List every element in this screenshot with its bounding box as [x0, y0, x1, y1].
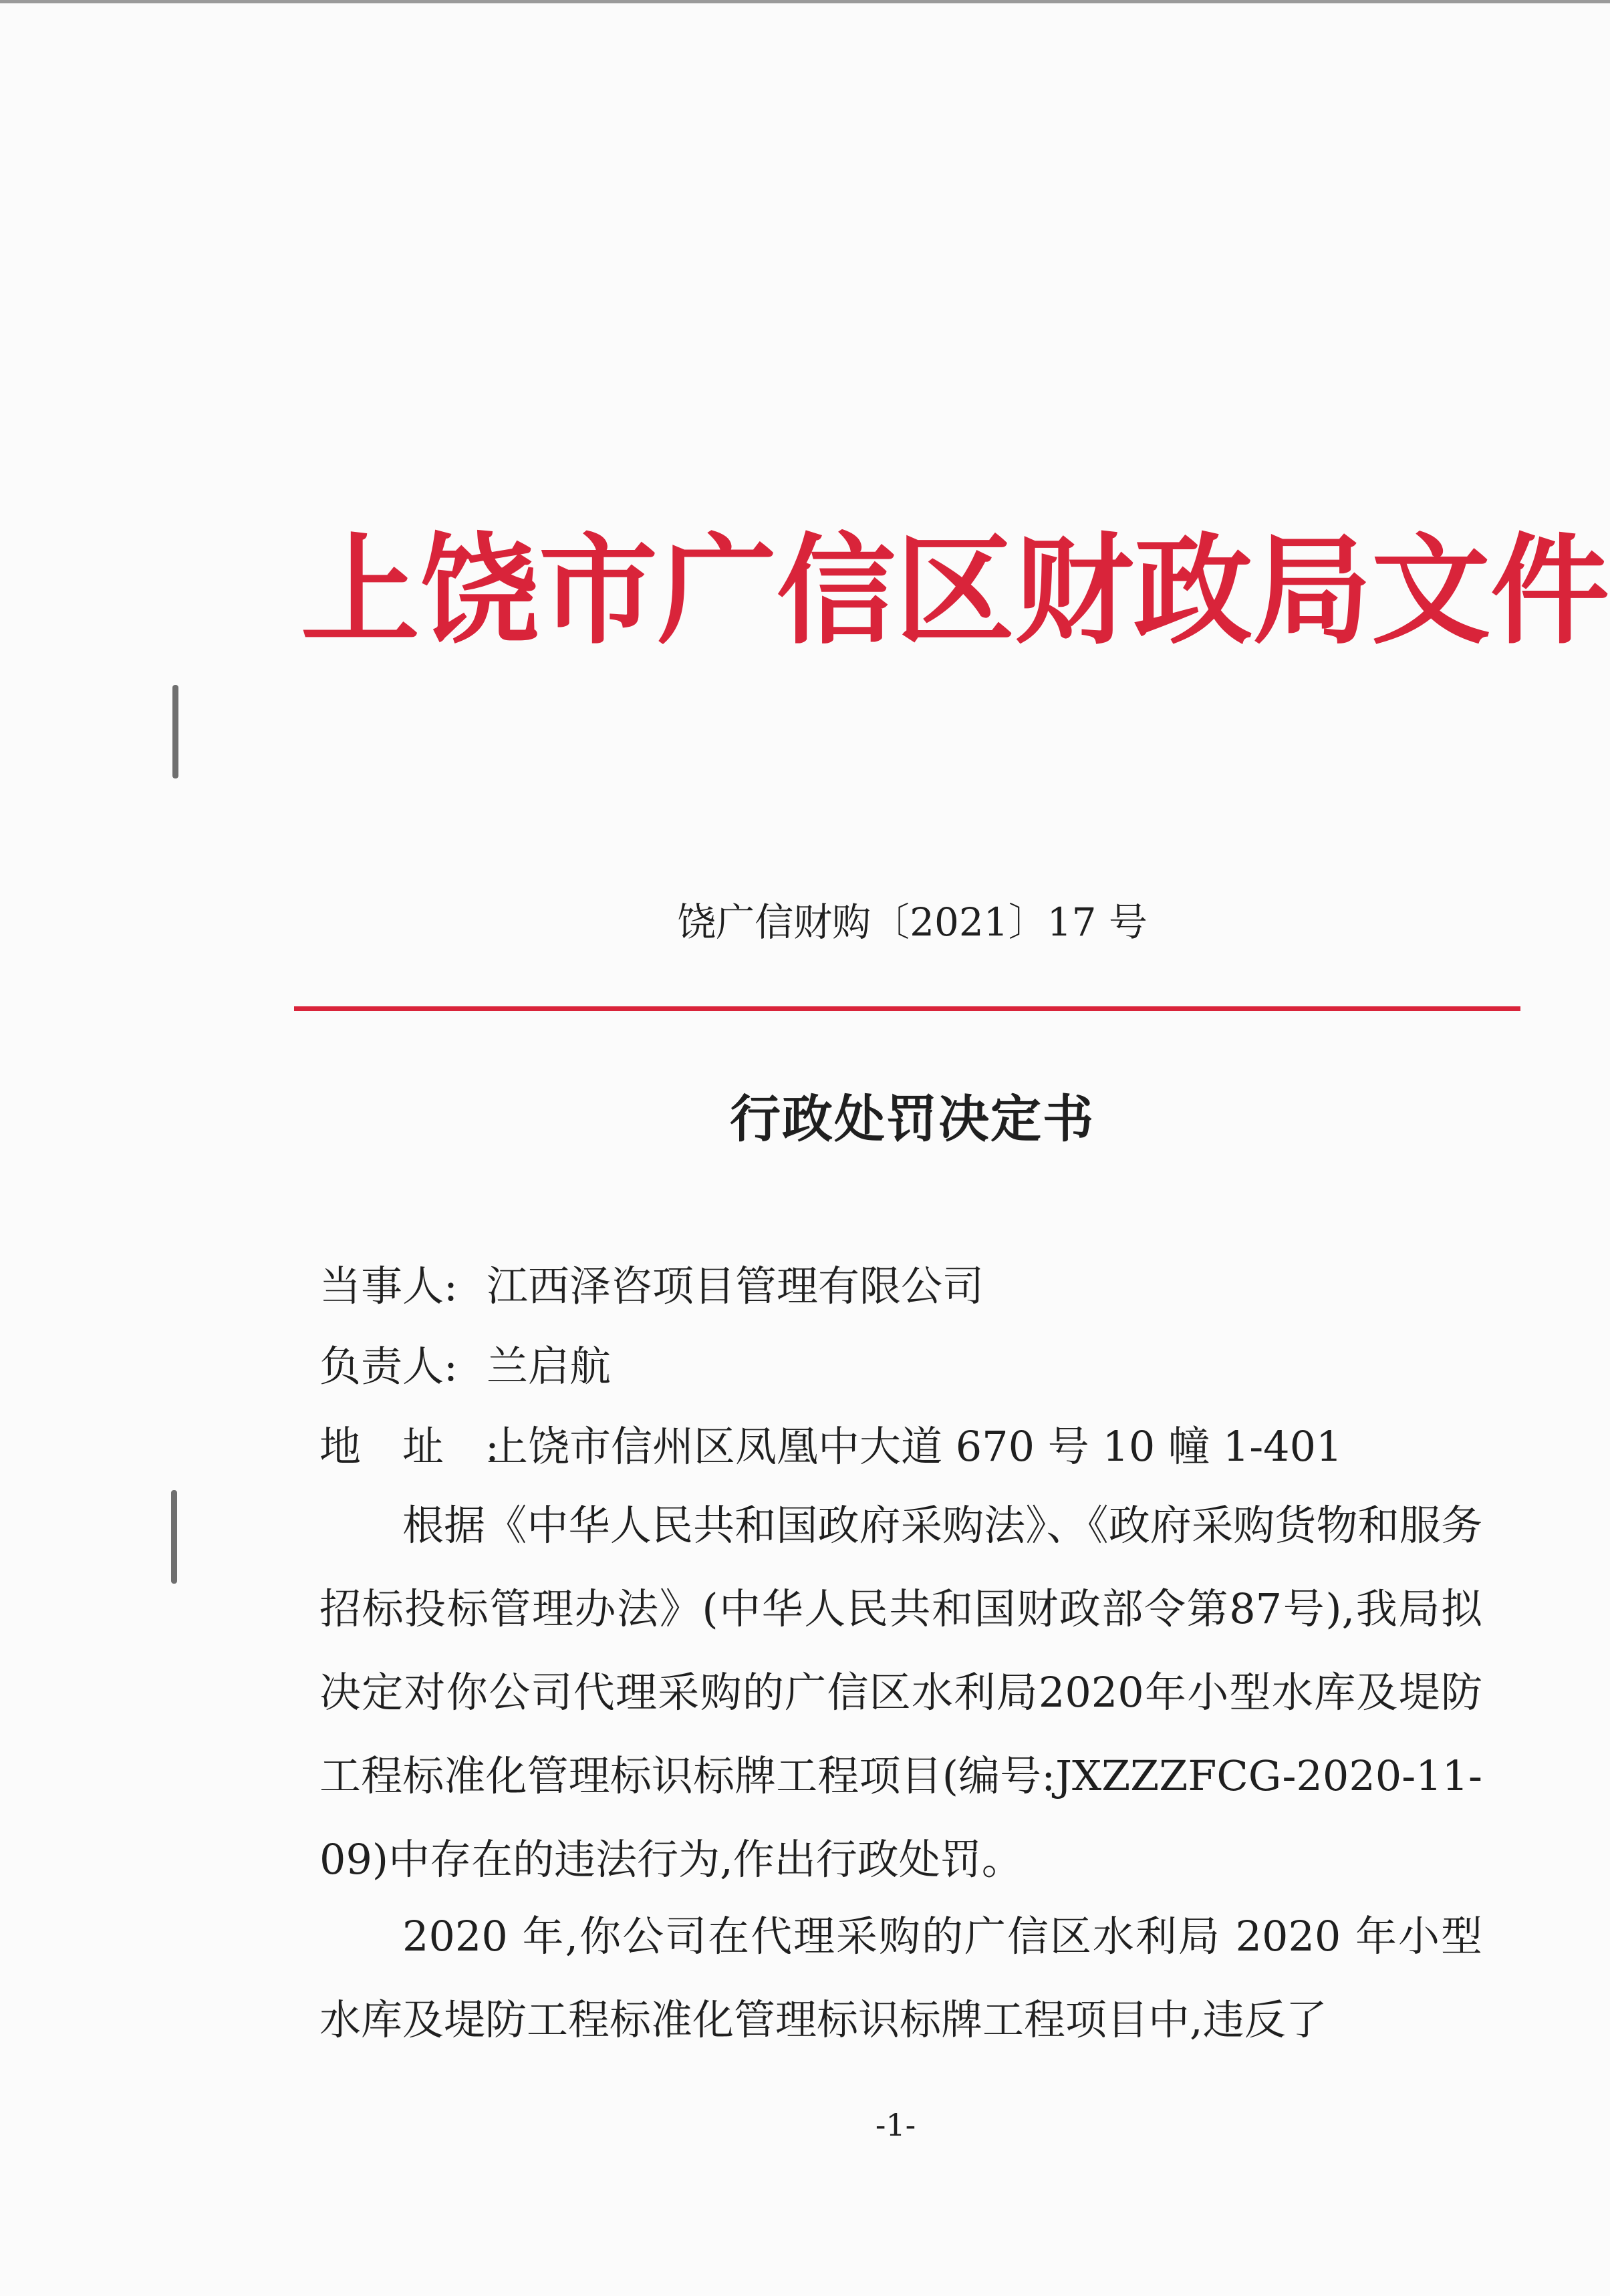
staple-mark-top	[172, 685, 178, 778]
responsible-person-value: 兰启航	[487, 1342, 612, 1391]
page-top-edge	[0, 0, 1610, 3]
document-number: 饶广信财购〔2021〕17 号	[677, 899, 1148, 945]
address-line	[319, 1420, 1343, 1473]
address-value: 上饶市信州区凤凰中大道 670 号 10 幢 1-401	[487, 1422, 1343, 1471]
party-line	[319, 1260, 984, 1313]
page-number: -1-	[875, 2107, 916, 2143]
responsible-person-label: 负责人:	[319, 1342, 458, 1391]
header-divider-line	[294, 1006, 1520, 1011]
body-paragraph-1: 根据《中华人民共和国政府采购法》、《政府采购货物和服务招标投标管理办法》(中华人民共和国财政部令第87号),我局拟决定对你公司代理采购的广信区水利局2020年小型水库及堤防工程标准化管理标识标牌工程项目(编号:JXZZZFCG-2020-11-09)中存在的违法行为,作出行政处罚。	[319, 1501, 1482, 1884]
address-label: 地址:	[319, 1422, 541, 1471]
document-title: 行政处罚决定书	[730, 1089, 1095, 1149]
party-label: 当事人:	[319, 1262, 458, 1310]
party-value: 江西泽咨项目管理有限公司	[487, 1262, 984, 1310]
staple-mark-bottom	[171, 1490, 177, 1584]
responsible-person-line	[319, 1340, 611, 1393]
document-header: 上饶市广信区财政局文件	[301, 522, 1609, 660]
body-paragraph-2: 2020 年,你公司在代理采购的广信区水利局 2020 年小型水库及堤防工程标准化管理标识标牌工程项目中,违反了	[319, 1912, 1482, 2044]
